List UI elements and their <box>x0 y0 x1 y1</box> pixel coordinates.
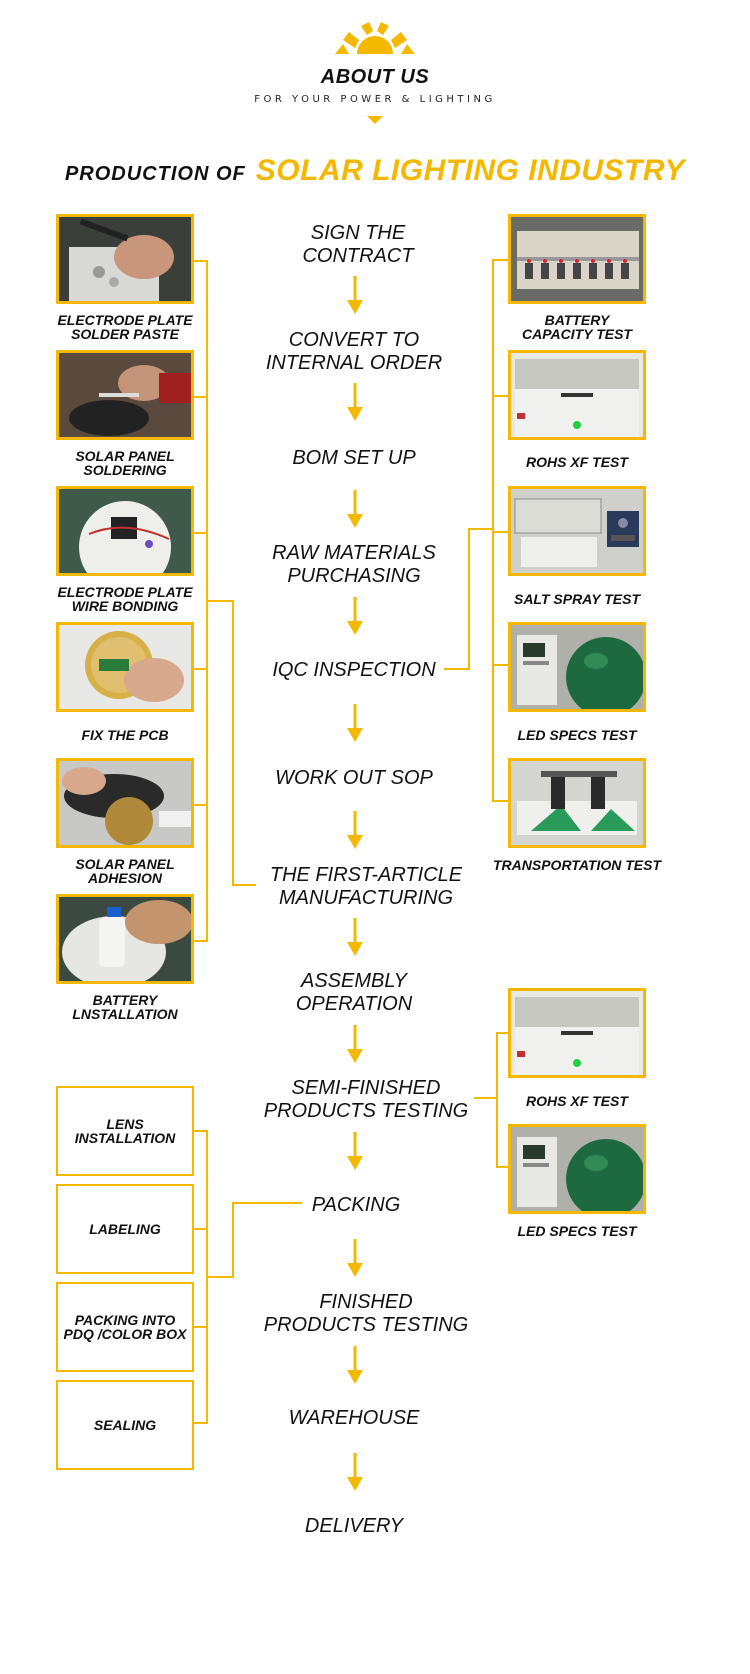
box-lens-installation: LENS INSTALLATION <box>56 1086 194 1176</box>
photo-rohs-xf-test <box>508 350 646 440</box>
caption-battery-capacity-test: BATTERY CAPACITY TEST <box>522 312 632 342</box>
photo-battery-installation <box>56 894 194 984</box>
box-packing-into-pdq: PACKING INTO PDQ /COLOR BOX <box>56 1282 194 1372</box>
production-heading <box>0 154 750 188</box>
down-arrow-icon <box>347 918 363 956</box>
photo-electrode-solder-paste <box>56 214 194 304</box>
caption-fix-pcb: FIX THE PCB <box>81 727 169 743</box>
photo-salt-spray-test <box>508 486 646 576</box>
down-arrow-icon <box>347 1346 363 1384</box>
photo-solar-panel-adhesion <box>56 758 194 848</box>
down-arrow-icon <box>347 597 363 635</box>
step-semi-finished-testing: SEMI-FINISHED PRODUCTS TESTING <box>263 1077 469 1122</box>
step-sign-contract: SIGN THE CONTRACT <box>302 222 414 267</box>
photo-battery-capacity-test <box>508 214 646 304</box>
down-arrow-icon <box>347 1239 363 1277</box>
step-delivery: DELIVERY <box>304 1515 404 1537</box>
step-bom-setup: BOM SET UP <box>292 447 416 469</box>
box-sealing: SEALING <box>56 1380 194 1470</box>
caption-solar-panel-soldering: SOLAR PANEL SOLDERING <box>75 448 175 478</box>
step-first-article-manufacturing: THE FIRST-ARTICLE MANUFACTURING <box>269 864 463 909</box>
photo-semi-rohs-xf-test <box>508 988 646 1078</box>
step-raw-materials-purchasing: RAW MATERIALS PURCHASING <box>272 542 436 587</box>
production-heading-prefix: PRODUCTION OF <box>64 163 246 185</box>
step-work-out-sop: WORK OUT SOP <box>275 767 433 789</box>
step-iqc-inspection: IQC INSPECTION <box>272 659 436 681</box>
caption-semi-led-specs-test: LED SPECS TEST <box>517 1223 637 1239</box>
photo-transportation-test <box>508 758 646 848</box>
down-arrow-icon <box>347 1132 363 1170</box>
caption-electrode-wire-bonding: ELECTRODE PLATE WIRE BONDING <box>57 584 193 614</box>
caption-semi-rohs-xf-test: ROHS XF TEST <box>526 1093 628 1109</box>
step-packing: PACKING <box>311 1194 401 1216</box>
photo-electrode-wire-bonding <box>56 486 194 576</box>
down-arrow-icon <box>347 704 363 742</box>
down-arrow-icon <box>347 811 363 849</box>
caption-salt-spray-test: SALT SPRAY TEST <box>513 591 640 607</box>
step-finished-products-testing: FINISHED PRODUCTS TESTING <box>263 1291 469 1336</box>
photo-led-specs-test <box>508 622 646 712</box>
down-arrow-icon <box>347 490 363 528</box>
step-convert-internal-order: CONVERT TO INTERNAL ORDER <box>265 329 443 374</box>
caption-led-specs-test: LED SPECS TEST <box>517 727 637 743</box>
step-assembly-operation: ASSEMBLY OPERATION <box>295 970 413 1015</box>
caption-solar-panel-adhesion: SOLAR PANEL ADHESION <box>75 856 175 886</box>
down-arrow-icon <box>347 1453 363 1491</box>
down-arrow-icon <box>347 276 363 314</box>
down-triangle-icon <box>367 116 383 124</box>
caption-battery-installation: BATTERY LNSTALLATION <box>72 992 178 1022</box>
caption-transportation-test: TRANSPORTATION TEST <box>493 857 661 873</box>
photo-fix-pcb <box>56 622 194 712</box>
box-labeling: LABELING <box>56 1184 194 1274</box>
down-arrow-icon <box>347 383 363 421</box>
about-us-title: ABOUT US <box>320 66 430 88</box>
caption-rohs-xf-test: ROHS XF TEST <box>526 454 628 470</box>
step-warehouse: WAREHOUSE <box>288 1407 420 1429</box>
sun-rays-logo-icon <box>335 22 415 56</box>
down-arrow-icon <box>347 1025 363 1063</box>
photo-solar-panel-soldering <box>56 350 194 440</box>
about-us-subtitle: FOR YOUR POWER & LIGHTING <box>254 94 496 105</box>
photo-semi-led-specs-test <box>508 1124 646 1214</box>
caption-electrode-solder-paste: ELECTRODE PLATE SOLDER PASTE <box>57 312 193 342</box>
production-heading-main: SOLAR LIGHTING INDUSTRY <box>255 154 686 187</box>
